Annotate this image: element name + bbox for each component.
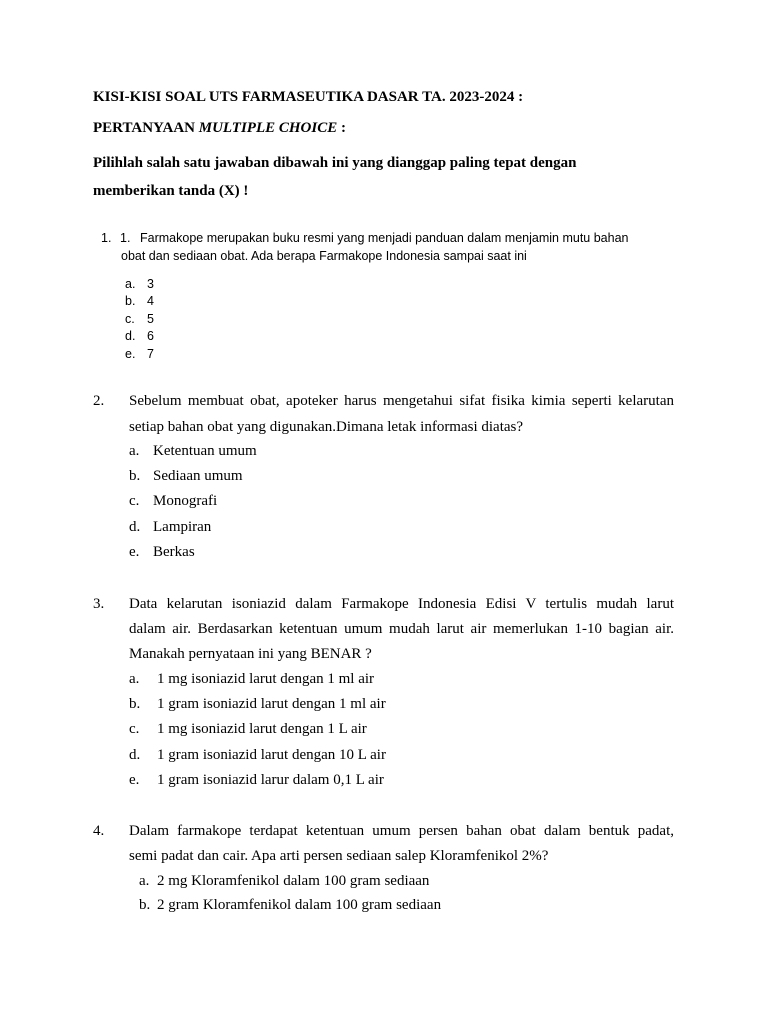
option-text: 2 mg Kloramfenikol dalam 100 gram sediaan xyxy=(157,873,430,889)
section-heading-italic: MULTIPLE CHOICE xyxy=(198,120,338,136)
option-text: Ketentuan umum xyxy=(153,443,257,459)
option-letter: a. xyxy=(125,277,136,291)
option-letter: b. xyxy=(125,294,136,308)
option-text: 1 gram isoniazid larur dalam 0,1 L air xyxy=(157,772,384,788)
option-text: 2 gram Kloramfenikol dalam 100 gram sediaan xyxy=(157,897,442,913)
question-text-line: Data kelarutan isoniazid dalam Farmakope Indonesia Edisi V tertulis mudah larut xyxy=(129,596,674,612)
option-text: Berkas xyxy=(153,544,195,560)
option-text: 4 xyxy=(147,294,154,308)
question-text-line: Sebelum membuat obat, apoteker harus mengetahui sifat fisika kimia seperti kelarutan xyxy=(129,393,674,409)
question-text-line: semi padat dan cair. Apa arti persen sediaan salep Kloramfenikol 2%? xyxy=(129,848,549,864)
option-text: 3 xyxy=(147,277,154,291)
option-letter: b. xyxy=(139,897,151,913)
option-letter: a. xyxy=(129,671,140,687)
section-heading xyxy=(93,120,346,137)
option-letter: b. xyxy=(129,468,141,484)
option-text: 1 mg isoniazid larut dengan 1 L air xyxy=(157,721,367,737)
question-text-line: setiap bahan obat yang digunakan.Dimana letak informasi diatas? xyxy=(129,419,524,435)
question-number: 3. xyxy=(93,596,105,612)
section-heading-post: : xyxy=(337,120,346,136)
option-letter: a. xyxy=(129,443,140,459)
option-letter: e. xyxy=(129,544,140,560)
question-text-line: Manakah pernyataan ini yang BENAR ? xyxy=(129,646,372,662)
option-text: 1 gram isoniazid larut dengan 1 ml air xyxy=(157,696,386,712)
option-text: 1 mg isoniazid larut dengan 1 ml air xyxy=(157,671,375,687)
question-text-line: dalam air. Berdasarkan ketentuan umum mudah larut air memerlukan 1-10 bagian air. xyxy=(129,621,674,637)
instruction-line-1: Pilihlah salah satu jawaban dibawah ini yang dianggap paling tepat dengan xyxy=(93,155,577,171)
section-heading-pre: PERTANYAAN xyxy=(93,120,199,136)
option-letter: c. xyxy=(129,493,140,509)
option-letter: d. xyxy=(125,329,136,343)
question-number: 2. xyxy=(93,393,105,409)
question-list-marker: 1. xyxy=(101,231,112,245)
instruction-line-2: memberikan tanda (X) ! xyxy=(93,183,249,199)
option-text: 1 gram isoniazid larut dengan 10 L air xyxy=(157,747,386,763)
option-letter: a. xyxy=(139,873,150,889)
option-letter: d. xyxy=(129,519,141,535)
option-text: 6 xyxy=(147,329,154,343)
option-text: Sediaan umum xyxy=(153,468,243,484)
option-letter: c. xyxy=(129,721,140,737)
question-text-line: obat dan sediaan obat. Ada berapa Farmakope Indonesia sampai saat ini xyxy=(121,249,527,263)
option-letter: d. xyxy=(129,747,141,763)
option-letter: e. xyxy=(129,772,140,788)
option-text: Lampiran xyxy=(153,519,212,535)
option-text: Monografi xyxy=(153,493,218,509)
option-text: 5 xyxy=(147,312,154,326)
question-number: 1. xyxy=(120,231,131,245)
option-letter: c. xyxy=(125,312,135,326)
option-letter: b. xyxy=(129,696,141,712)
question-number: 4. xyxy=(93,823,105,839)
question-text-line: Dalam farmakope terdapat ketentuan umum persen bahan obat dalam bentuk padat, xyxy=(129,823,674,839)
option-text: 7 xyxy=(147,347,154,361)
option-letter: e. xyxy=(125,347,136,361)
question-text-line: Farmakope merupakan buku resmi yang menjadi panduan dalam menjamin mutu bahan xyxy=(140,231,629,245)
document-title: KISI-KISI SOAL UTS FARMASEUTIKA DASAR TA. 2023-2024 : xyxy=(93,89,524,105)
